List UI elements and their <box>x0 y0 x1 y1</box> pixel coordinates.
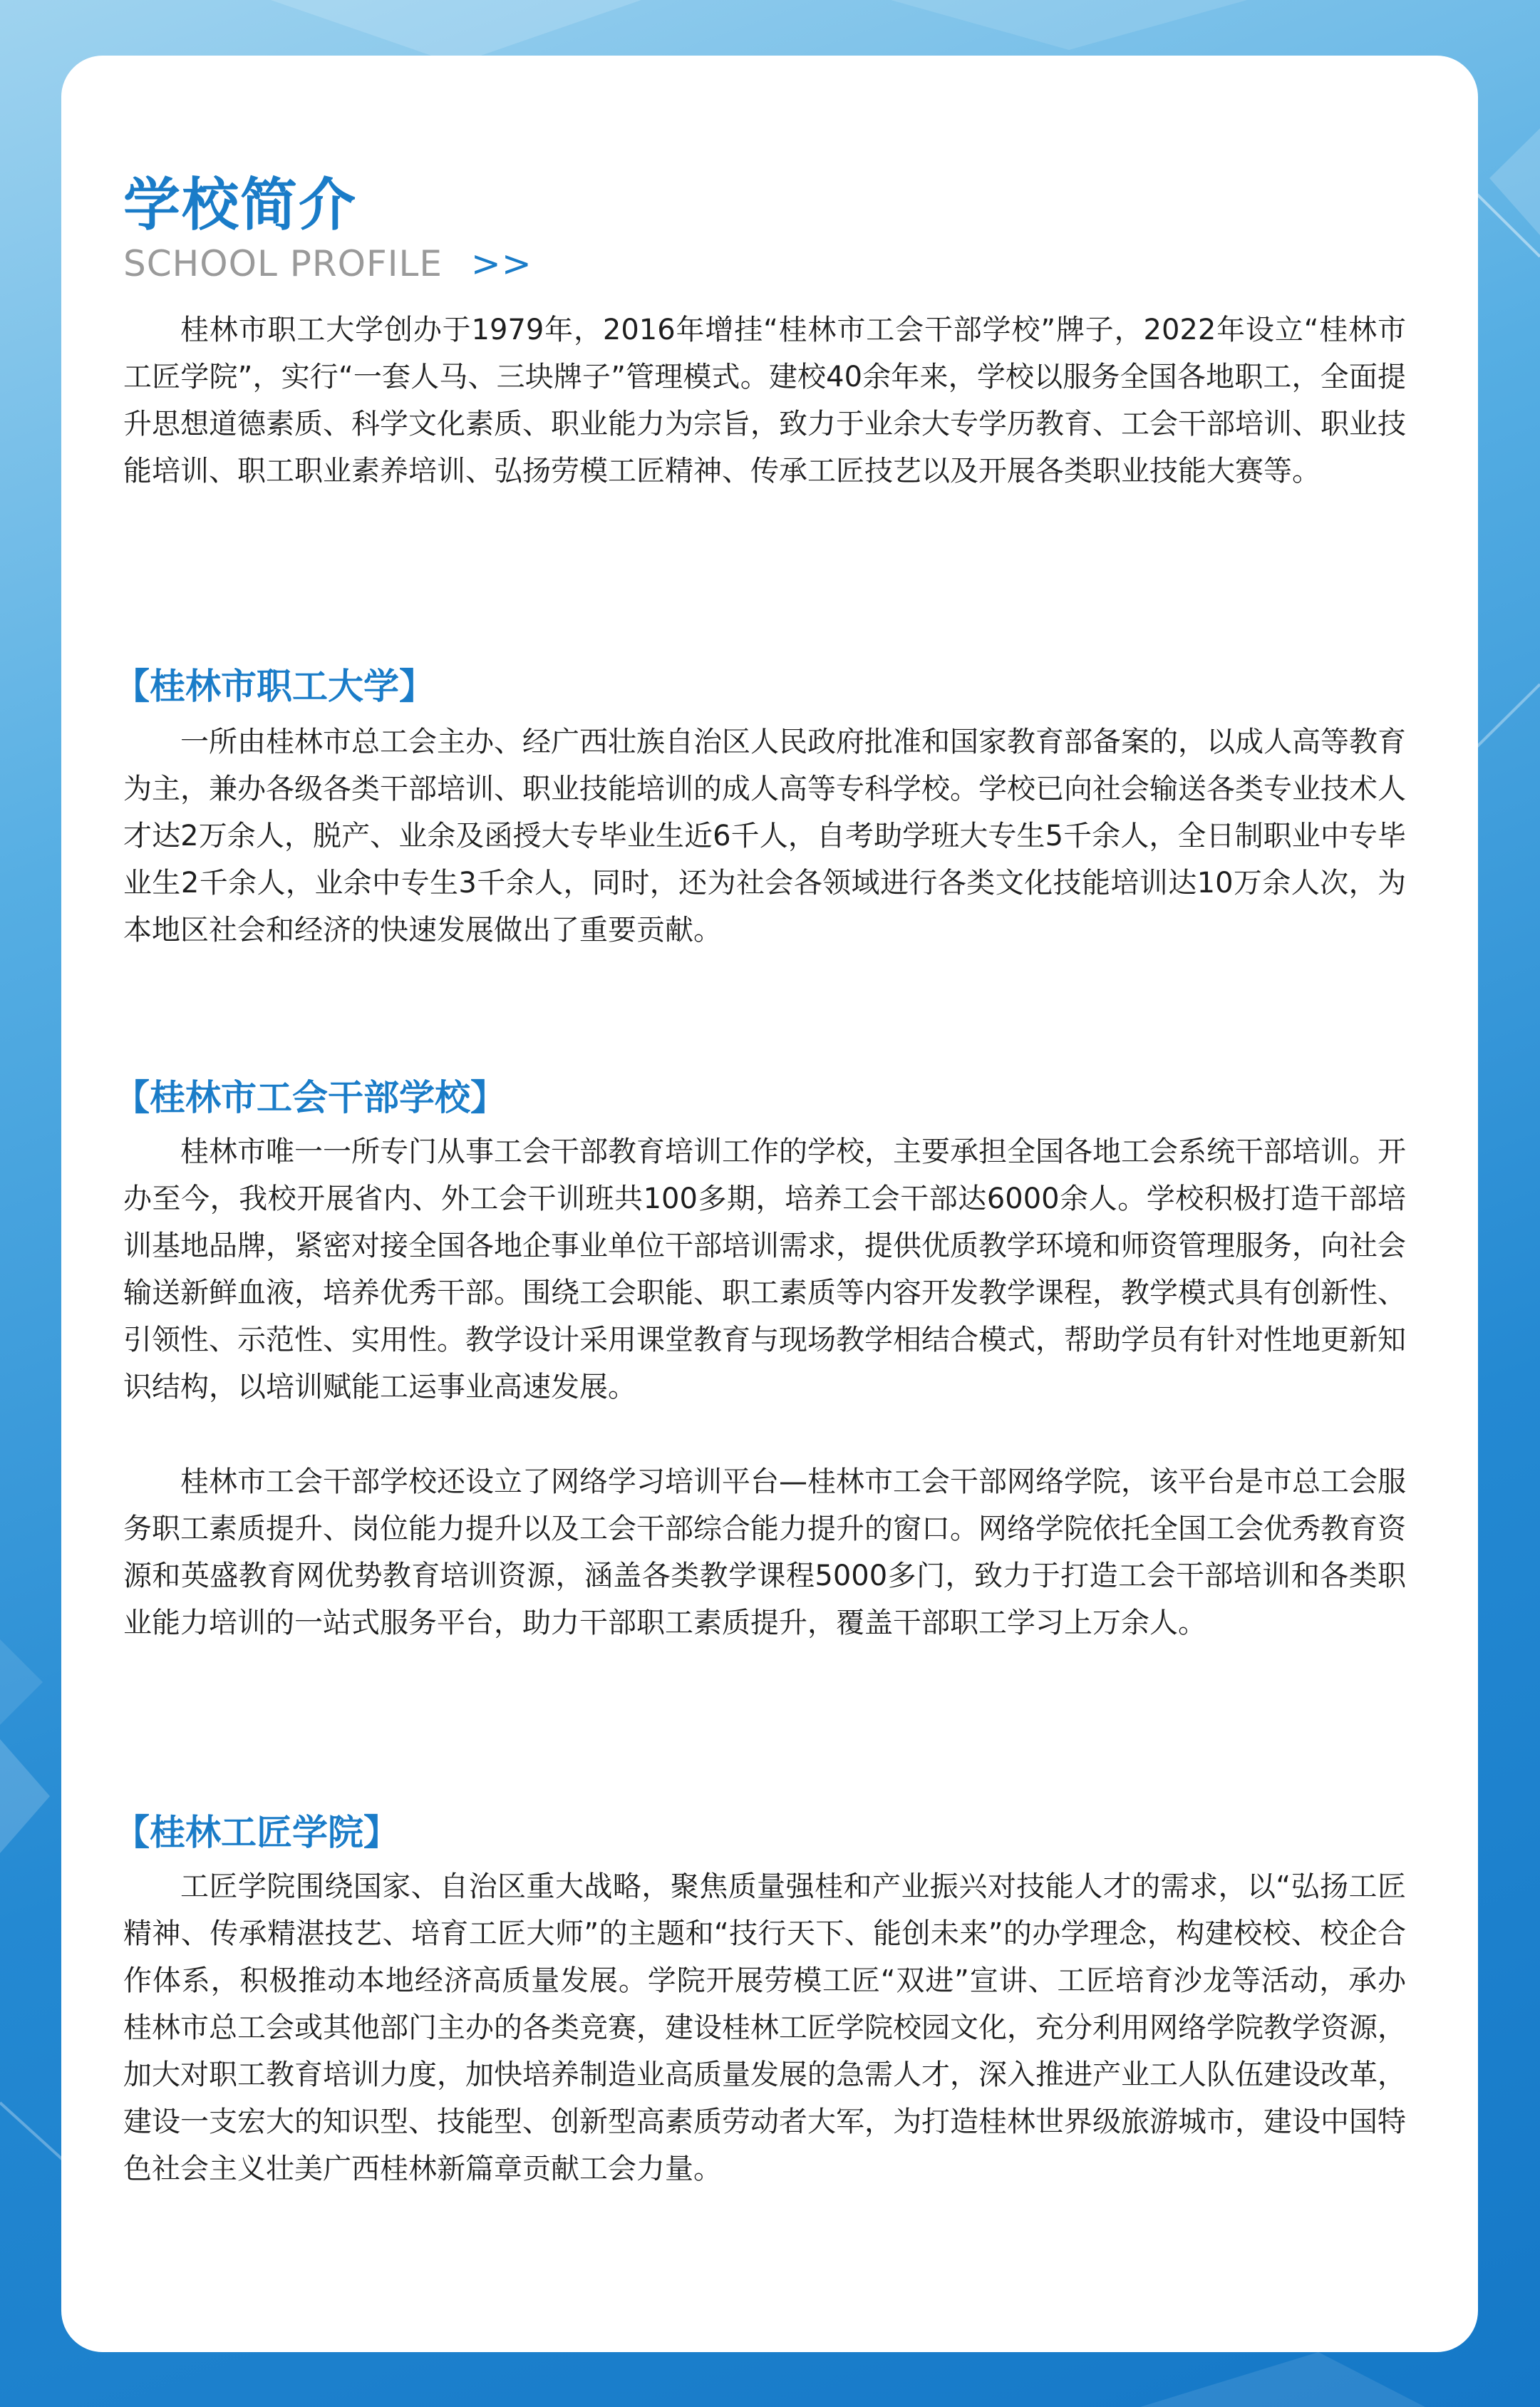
page-title: 学校简介 <box>123 172 357 238</box>
arrows-icon: >> <box>470 243 532 284</box>
section-paragraph-craftsman-academy: 工匠学院围绕国家、自治区重大战略，聚焦质量强桂和产业振兴对技能人才的需求，以“弘扬工匠精神、传承精湛技艺、培育工匠大师”的主题和“技行天下、能创未来”的办学理念，构建校校、校企合作体系，积极推动本地经济高质量发展。学院开展劳模工匠“双进”宣讲、工匠培育沙龙等活动，承办桂林市总工会或其他部门主办的各类竞赛，建设桂林工匠学院校园文化，充分利用网络学院教学资源，加大对职工教育培训力度，加快培养制造业高质量发展的急需人才，深入推进产业工人队伍建设改革，建设一支宏大的知识型、技能型、创新型高素质劳动者大军，为打造桂林世界级旅游城市，建设中国特色社会主义壮美广西桂林新篇章贡献工会力量。 <box>123 1870 1406 2185</box>
section-paragraph-union-cadre-school-2: 桂林市工会干部学校还设立了网络学习培训平台—桂林市工会干部网络学院，该平台是市总工会服务职工素质提升、岗位能力提升以及工会干部综合能力提升的窗口。网络学院依托全国工会优秀教育资源和英盛教育网优势教育培训资源，涵盖各类教学课程5000多门，致力于打造工会干部培训和各类职业能力培训的一站式服务平台，助力干部职工素质提升，覆盖干部职工学习上万余人。 <box>123 1465 1406 1639</box>
section-title-vocational-university: 【桂林市职工大学】 <box>114 666 435 707</box>
section-paragraph-union-cadre-school-1: 桂林市唯一一所专门从事工会干部教育培训工作的学校，主要承担全国各地工会系统干部培训。开办至今，我校开展省内、外工会干训班共100多期，培养工会干部达6000余人。学校积极打造干部培训基地品牌，紧密对接全国各地企事业单位干部培训需求，提供优质教学环境和师资管理服务，向社会输送新鲜血液，培养优秀干部。围绕工会职能、职工素质等内容开发教学课程，教学模式具有创新性、引领性、示范性、实用性。教学设计采用课堂教育与现场教学相结合模式，帮助学员有针对性地更新知识结构，以培训赋能工运事业高速发展。 <box>123 1135 1406 1403</box>
section-paragraph-vocational-university: 一所由桂林市总工会主办、经广西壮族自治区人民政府批准和国家教育部备案的，以成人高等教育为主，兼办各级各类干部培训、职业技能培训的成人高等专科学校。学校已向社会输送各类专业技术人才达2万余人，脱产、业余及函授大专毕业生近6千人，自考助学班大专生5千余人，全日制职业中专毕业生2千余人，业余中专生3千余人，同时，还为社会各领域进行各类文化技能培训达10万余人次，为本地区社会和经济的快速发展做出了重要贡献。 <box>123 726 1406 947</box>
intro-paragraph: 桂林市职工大学创办于1979年，2016年增挂“桂林市工会干部学校”牌子，2022年设立“桂林市工匠学院”，实行“一套人马、三块牌子”管理模式。建校40余年来，学校以服务全国各地职工，全面提升思想道德素质、科学文化素质、职业能力为宗旨，致力于业余大专学历教育、工会干部培训、职业技能培训、职工职业素养培训、弘扬劳模工匠精神、传承工匠技艺以及开展各类职业技能大赛等。 <box>123 314 1406 488</box>
subtitle-text: SCHOOL PROFILE <box>123 243 443 284</box>
page-subtitle <box>123 241 532 287</box>
section-title-craftsman-academy: 【桂林工匠学院】 <box>114 1812 399 1853</box>
section-title-union-cadre-school: 【桂林市工会干部学校】 <box>114 1077 506 1118</box>
